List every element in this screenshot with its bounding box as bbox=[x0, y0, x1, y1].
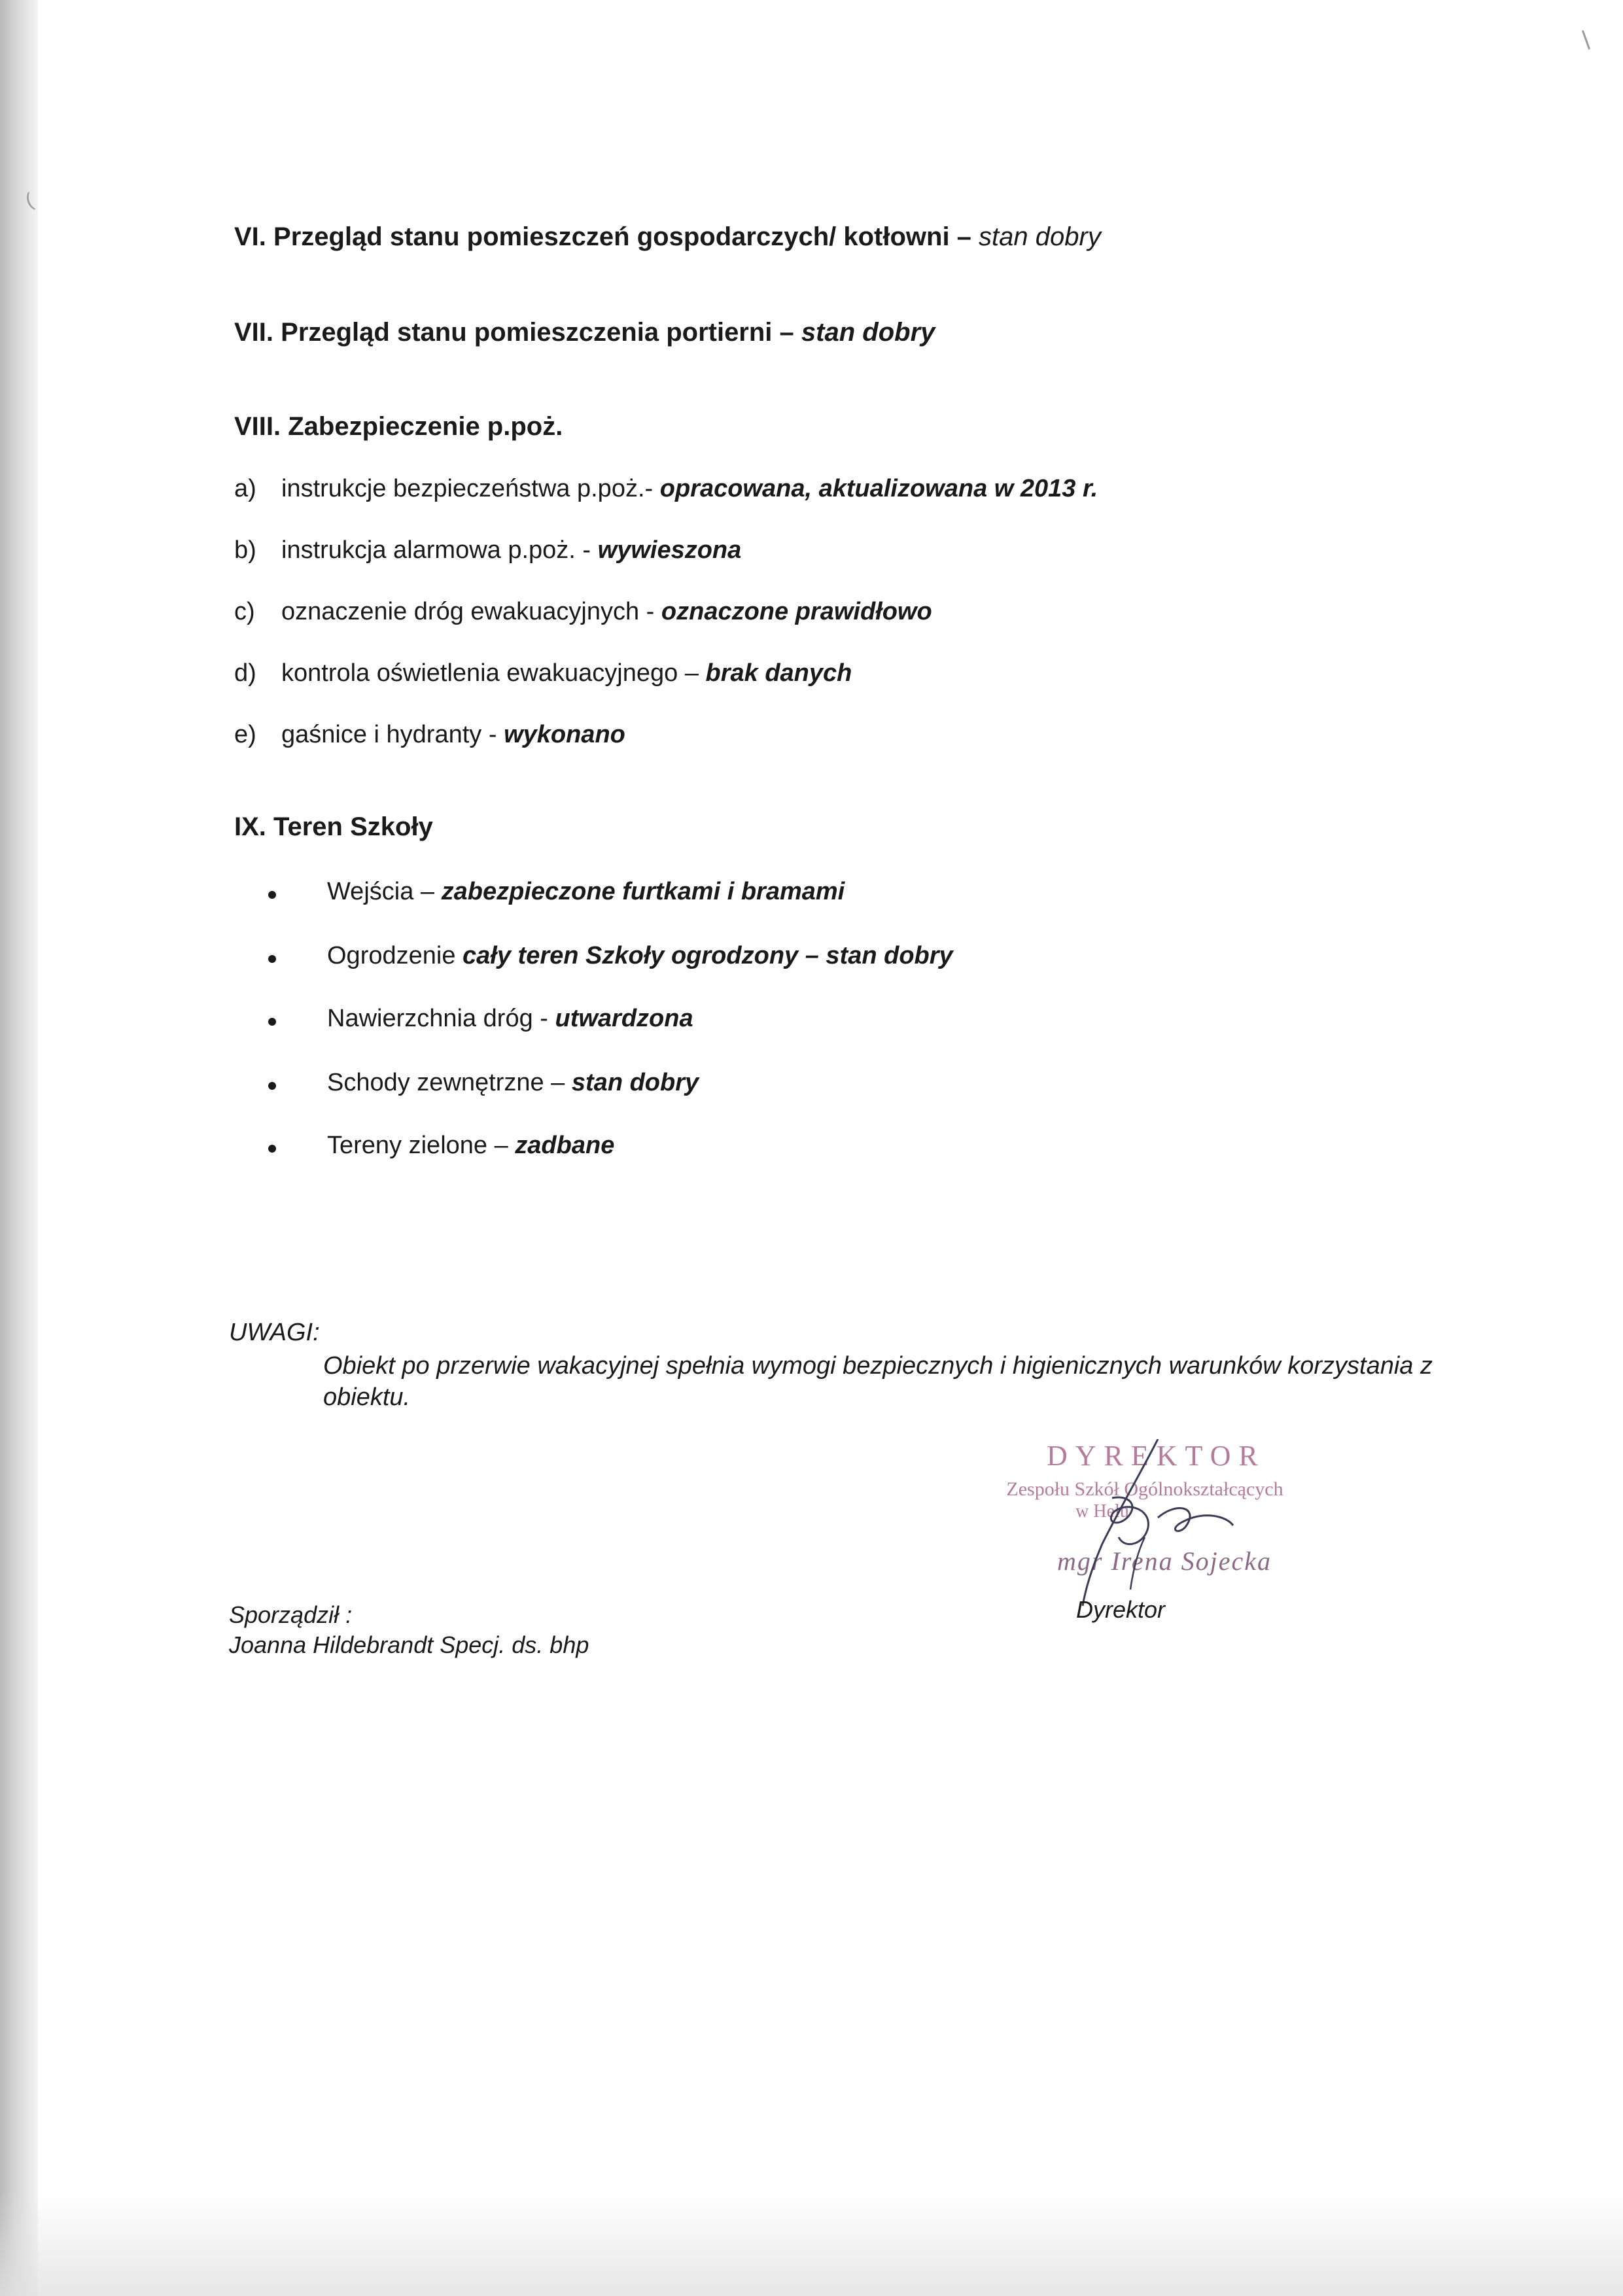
item-status: wywieszona bbox=[597, 536, 742, 564]
section-9-heading: IX. Teren Szkoły bbox=[234, 812, 433, 841]
item-status: cały teren Szkoły ogrodzony – stan dobry bbox=[462, 942, 953, 969]
section-7-status: stan dobry bbox=[801, 318, 935, 347]
fire-safety-item-b bbox=[234, 536, 741, 565]
school-area-item-fence bbox=[327, 942, 953, 970]
stamp-school-name: Zespołu Szkół Ogólnokształcących bbox=[1006, 1478, 1283, 1500]
section-6-heading bbox=[234, 222, 1101, 252]
bullet-icon bbox=[268, 891, 276, 899]
item-status: stan dobry bbox=[571, 1069, 699, 1096]
item-letter: e) bbox=[234, 721, 256, 748]
item-status: opracowana, aktualizowana w 2013 r. bbox=[659, 475, 1098, 502]
item-letter: c) bbox=[234, 598, 255, 625]
section-6-title: VI. Przegląd stanu pomieszczeń gospodarczych/ kotłowni – bbox=[234, 222, 971, 251]
stamp-title: DYREKTOR bbox=[1047, 1440, 1266, 1472]
margin-mark: ( bbox=[22, 189, 37, 212]
fire-safety-item-a bbox=[234, 475, 1098, 503]
item-text: instrukcja alarmowa p.poż. - bbox=[281, 536, 591, 564]
item-status: oznaczone prawidłowo bbox=[661, 598, 932, 625]
item-letter: a) bbox=[234, 475, 256, 502]
director-role-label: Dyrektor bbox=[1076, 1596, 1166, 1623]
scan-left-edge bbox=[0, 0, 38, 2296]
scan-bottom-shadow bbox=[0, 2191, 1623, 2296]
bullet-icon bbox=[268, 1082, 276, 1090]
bullet-icon bbox=[268, 1145, 276, 1153]
corner-tick-mark: / bbox=[1575, 26, 1598, 55]
school-area-item-roads bbox=[327, 1005, 693, 1033]
bullet-icon bbox=[268, 1018, 276, 1026]
item-text: Schody zewnętrzne – bbox=[327, 1069, 565, 1096]
stamp-location: w Helu bbox=[1075, 1501, 1129, 1522]
item-status: wykonano bbox=[504, 721, 625, 748]
item-status: brak danych bbox=[705, 659, 852, 687]
item-status: zadbane bbox=[515, 1132, 615, 1159]
item-text: Ogrodzenie bbox=[327, 942, 456, 969]
item-text: Wejścia – bbox=[327, 878, 435, 905]
stamp-director-name: mgr Irena Sojecka bbox=[1057, 1546, 1272, 1576]
school-area-item-greenery bbox=[327, 1132, 614, 1160]
bullet-icon bbox=[268, 955, 276, 963]
item-text: gaśnice i hydranty - bbox=[281, 721, 497, 748]
item-letter: b) bbox=[234, 536, 256, 564]
item-text: kontrola oświetlenia ewakuacyjnego – bbox=[281, 659, 699, 687]
section-7-heading bbox=[234, 318, 935, 347]
remarks-text: Obiekt po przerwie wakacyjnej spełnia wymogi bezpiecznych i higienicznych warunków korzystania z obiektu. bbox=[323, 1352, 1433, 1411]
prepared-by-name: Joanna Hildebrandt Specj. ds. bhp bbox=[229, 1631, 589, 1658]
fire-safety-item-c bbox=[234, 598, 932, 626]
item-letter: d) bbox=[234, 659, 256, 687]
item-text: instrukcje bezpieczeństwa p.poż.- bbox=[281, 475, 654, 502]
section-6-status: stan dobry bbox=[979, 222, 1101, 251]
prepared-by-label: Sporządził : bbox=[229, 1601, 353, 1628]
item-status: utwardzona bbox=[555, 1005, 693, 1032]
director-stamp bbox=[962, 1439, 1328, 1609]
item-text: Tereny zielone – bbox=[327, 1132, 508, 1159]
remarks-label: UWAGI: bbox=[229, 1319, 320, 1346]
item-text: Nawierzchnia dróg - bbox=[327, 1005, 548, 1032]
item-text: oznaczenie dróg ewakuacyjnych - bbox=[281, 598, 655, 625]
handwritten-signature bbox=[962, 1439, 1328, 1609]
fire-safety-item-d bbox=[234, 659, 852, 687]
section-8-heading: VIII. Zabezpieczenie p.poż. bbox=[234, 412, 563, 441]
fire-safety-item-e bbox=[234, 721, 625, 749]
item-status: zabezpieczone furtkami i bramami bbox=[441, 878, 845, 905]
school-area-item-stairs bbox=[327, 1069, 699, 1097]
school-area-item-entrances bbox=[327, 878, 845, 906]
section-7-title: VII. Przegląd stanu pomieszczenia portierni – bbox=[234, 318, 794, 347]
